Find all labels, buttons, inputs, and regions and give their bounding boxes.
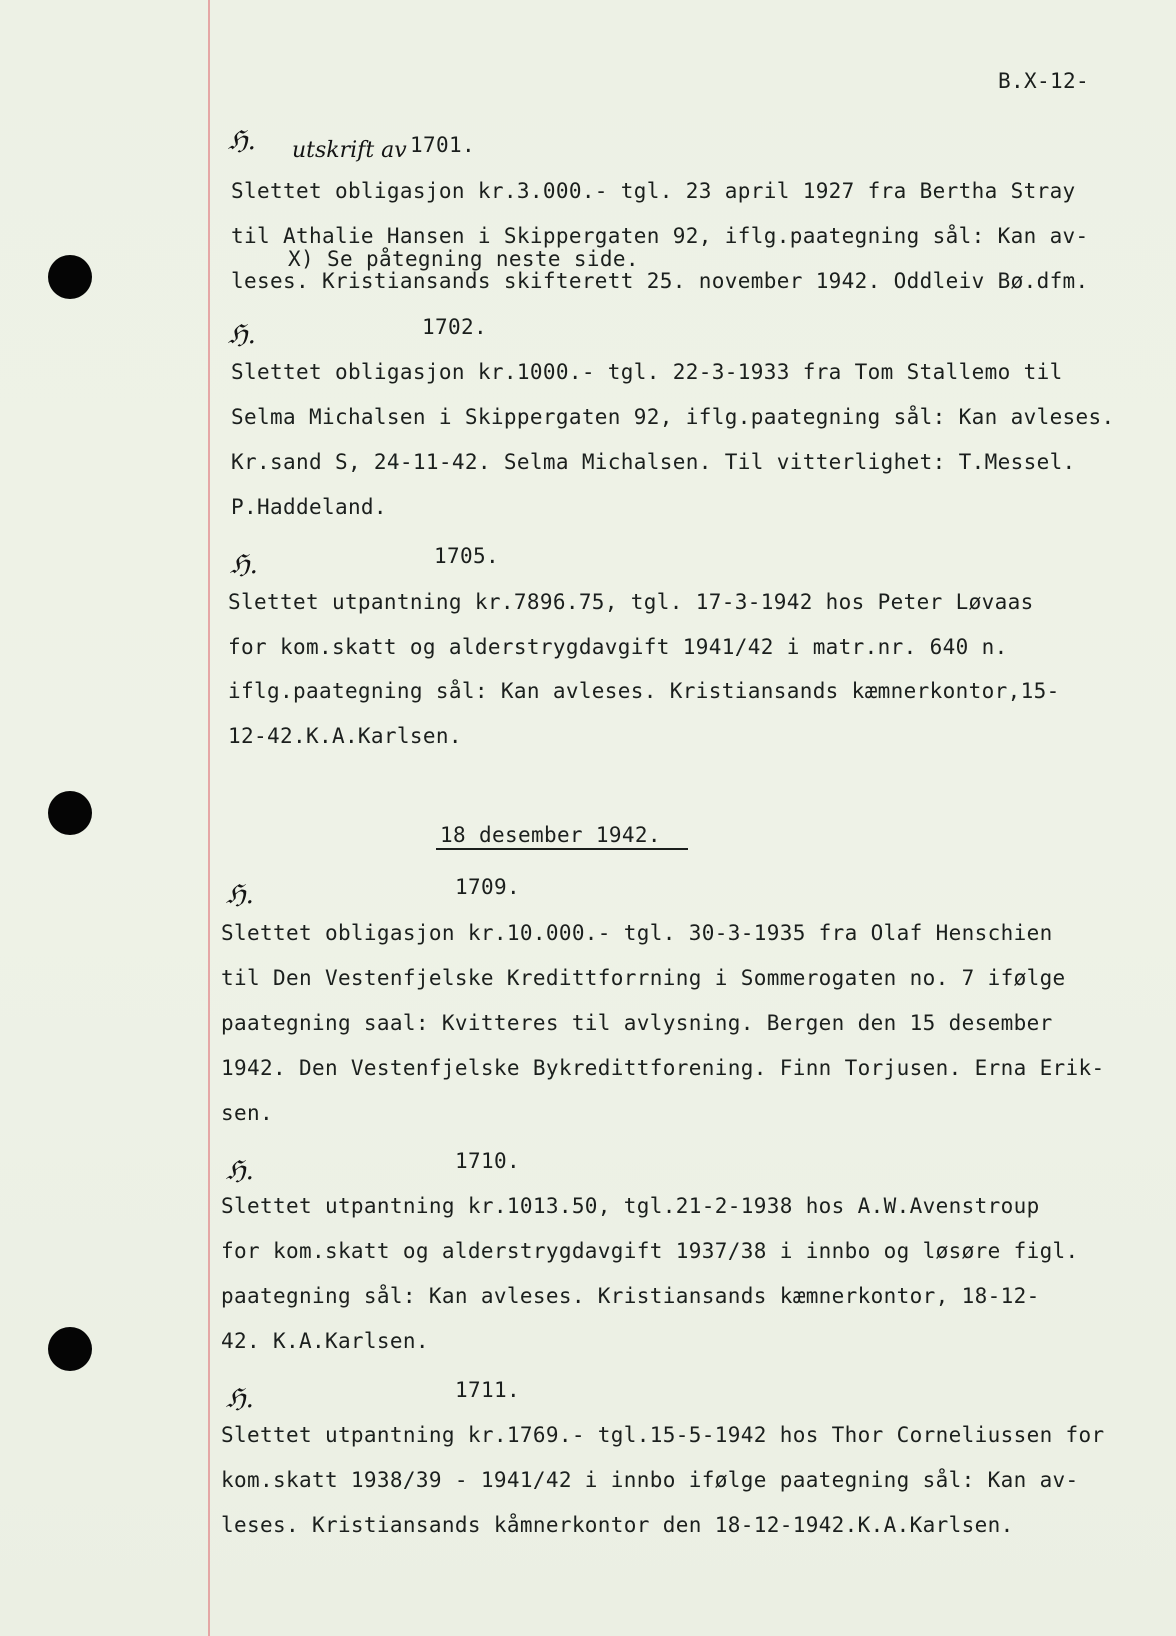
handwritten-mark: ℌ. — [226, 880, 254, 910]
entry-line: Slettet obligasjon kr.1000.- tgl. 22-3-1933 fra Tom Stallemo til — [231, 360, 1063, 384]
entry-line: Slettet obligasjon kr.3.000.- tgl. 23 april 1927 fra Bertha Stray — [231, 179, 1076, 203]
entry-line: leses. Kristiansands kåmnerkontor den 18-12-1942.K.A.Karlsen. — [221, 1513, 1014, 1537]
entry-line: for kom.skatt og alderstrygdavgift 1937/38 i innbo og løsøre figl. — [221, 1239, 1079, 1263]
handwritten-note: utskrift av — [292, 138, 407, 163]
entry-line: Slettet utpantning kr.1769.- tgl.15-5-1942 hos Thor Corneliussen for — [221, 1423, 1105, 1447]
entry-number: 1710. — [455, 1149, 520, 1173]
entry-line: Kr.sand S, 24-11-42. Selma Michalsen. Til vitterlighet: T.Messel. — [231, 450, 1076, 474]
entry-number: 1709. — [455, 875, 520, 899]
handwritten-mark: ℌ. — [228, 126, 256, 156]
margin-rule — [208, 0, 210, 1636]
entry-line: paategning sål: Kan avleses. Kristiansands kæmnerkontor, 18-12- — [221, 1284, 1040, 1308]
entry-line: kom.skatt 1938/39 - 1941/42 i innbo ifølge paategning sål: Kan av- — [221, 1468, 1079, 1492]
entry-line: til Athalie Hansen i Skippergaten 92, iflg.paategning sål: Kan av- — [231, 224, 1089, 248]
entry-number: 1705. — [434, 544, 499, 568]
date-underline — [436, 848, 688, 850]
entry-line: P.Haddeland. — [231, 495, 387, 519]
entry-line: Slettet utpantning kr.1013.50, tgl.21-2-1938 hos A.W.Avenstroup — [221, 1194, 1040, 1218]
handwritten-mark: ℌ. — [226, 1384, 254, 1414]
entry-line: Selma Michalsen i Skippergaten 92, iflg.paategning sål: Kan avleses. — [231, 405, 1115, 429]
entry-line: til Den Vestenfjelske Kredittforrning i Sommerogaten no. 7 ifølge — [221, 966, 1066, 990]
entry-line: paategning saal: Kvitteres til avlysning. Bergen den 15 desember — [221, 1011, 1053, 1035]
entry-line: iflg.paategning sål: Kan avleses. Kristiansands kæmnerkontor,15- — [228, 679, 1060, 703]
entry-insertion: X) Se påtegning neste side. — [288, 247, 639, 271]
entry-line: 12-42.K.A.Karlsen. — [228, 724, 462, 748]
punch-hole — [48, 255, 92, 299]
entry-number: 1701. — [410, 133, 475, 157]
entry-number: 1702. — [422, 315, 487, 339]
page-reference: B.X-12- — [998, 69, 1089, 93]
punch-hole — [48, 1327, 92, 1371]
entry-line: leses. Kristiansands skifterett 25. november 1942. Oddleiv Bø.dfm. — [231, 269, 1089, 293]
entry-line: 1942. Den Vestenfjelske Bykredittforening. Finn Torjusen. Erna Erik- — [221, 1056, 1105, 1080]
entry-line: sen. — [221, 1101, 273, 1125]
punch-hole — [48, 791, 92, 835]
handwritten-mark: ℌ. — [230, 550, 258, 580]
entry-line: Slettet utpantning kr.7896.75, tgl. 17-3-1942 hos Peter Løvaas — [228, 590, 1034, 614]
entry-number: 1711. — [455, 1378, 520, 1402]
entry-line: 42. K.A.Karlsen. — [221, 1329, 429, 1353]
handwritten-mark: ℌ. — [228, 320, 256, 350]
date-heading: 18 desember 1942. — [440, 823, 661, 847]
handwritten-mark: ℌ. — [226, 1156, 254, 1186]
entry-line: for kom.skatt og alderstrygdavgift 1941/42 i matr.nr. 640 n. — [228, 635, 1008, 659]
entry-line: Slettet obligasjon kr.10.000.- tgl. 30-3-1935 fra Olaf Henschien — [221, 921, 1053, 945]
